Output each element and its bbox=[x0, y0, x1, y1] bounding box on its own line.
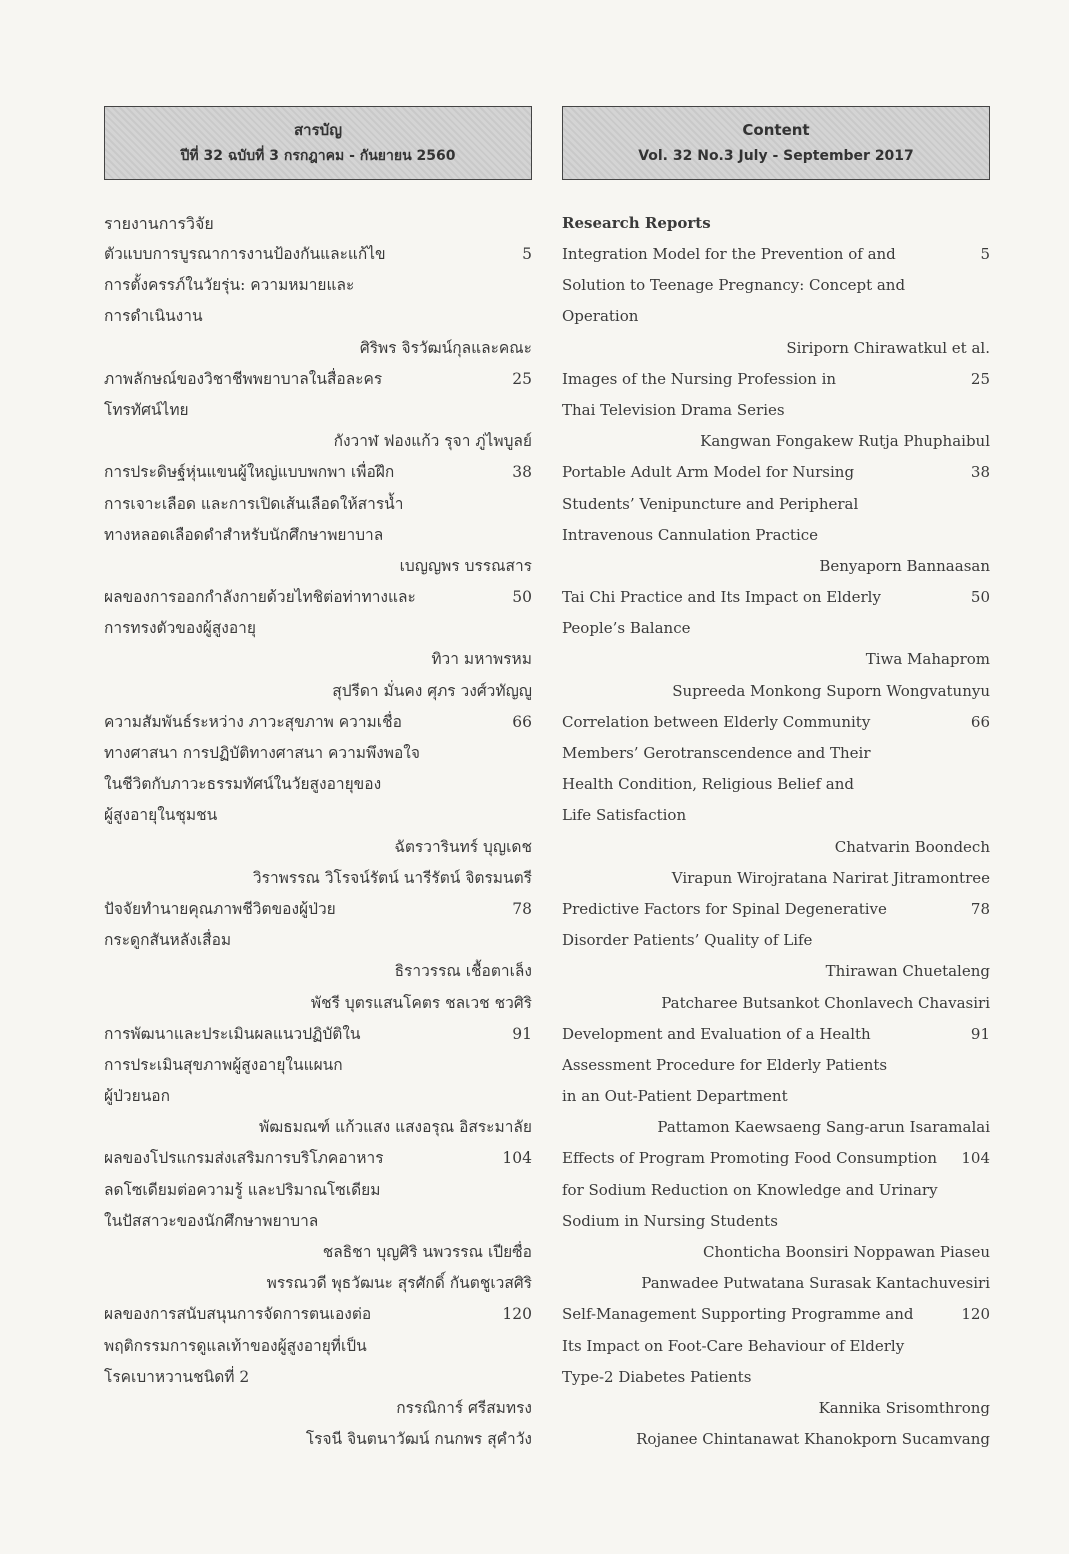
toc-entry[interactable] bbox=[104, 1299, 532, 1455]
entry-title-line bbox=[562, 1143, 990, 1174]
entry-title-text: การทรงตัวของผู้สูงอายุ bbox=[104, 619, 256, 638]
page-number: 25 bbox=[970, 369, 990, 388]
entry-authors: Siriporn Chirawatkul et al. bbox=[786, 338, 990, 357]
entry-title-line bbox=[104, 707, 532, 738]
entry-title-text: ผลของการสนับสนุนการจัดการตนเองต่อ bbox=[104, 1305, 372, 1324]
entry-title-text: People’s Balance bbox=[562, 619, 691, 638]
page-number: 66 bbox=[512, 712, 532, 731]
entry-title-text: ทางศาสนา การปฏิบัติทางศาสนา ความพึงพอใจ bbox=[104, 744, 420, 762]
thai-header-title: สารบัญ bbox=[294, 121, 342, 139]
entry-title-text: ผู้สูงอายุในชุมชน bbox=[104, 806, 218, 825]
entry-title-text: Integration Model for the Prevention of and bbox=[562, 245, 896, 263]
thai-section-title: รายงานการวิจัย bbox=[104, 214, 214, 233]
entry-title-text: ผู้ป่วยนอก bbox=[104, 1087, 170, 1106]
entry-title-text: Students’ Venipuncture and Peripheral bbox=[562, 494, 859, 513]
thai-header-issue: ปีที่ 32 ฉบับที่ 3 กรกฎาคม - กันยายน 2560 bbox=[180, 148, 456, 164]
entry-title-text: ในชีวิตกับภาวะธรรมทัศน์ในวัยสูงอายุของ bbox=[104, 775, 382, 794]
english-contents-column bbox=[562, 106, 990, 1455]
page-number: 91 bbox=[512, 1024, 532, 1043]
toc-entry[interactable] bbox=[104, 1143, 532, 1299]
entry-title-line bbox=[104, 894, 532, 925]
page-number: 50 bbox=[512, 588, 532, 607]
entry-title-text: การประเมินสุขภาพผู้สูงอายุในแผนก bbox=[104, 1055, 343, 1074]
entry-title-line bbox=[104, 1331, 532, 1362]
toc-entry[interactable] bbox=[562, 582, 990, 707]
entry-authors: กรรณิการ์ ศรีสมทรง bbox=[396, 1398, 532, 1417]
entry-title-text: โรคเบาหวานชนิดที่ 2 bbox=[104, 1367, 250, 1386]
entry-title-line bbox=[562, 707, 990, 738]
entry-title-text: Its Impact on Foot-Care Behaviour of Elderly bbox=[562, 1336, 905, 1355]
entry-title-line bbox=[104, 395, 532, 426]
page-number: 78 bbox=[512, 899, 532, 918]
toc-entry[interactable] bbox=[104, 239, 532, 364]
entry-title-line bbox=[562, 395, 990, 426]
entry-title-text: Correlation between Elderly Community bbox=[562, 712, 871, 731]
thai-header-box bbox=[104, 106, 532, 180]
page-number: 38 bbox=[970, 463, 990, 482]
entry-title-text: Tai Chi Practice and Its Impact on Elderly bbox=[562, 588, 881, 607]
entry-authors: Patcharee Butsankot Chonlavech Chavasiri bbox=[661, 993, 990, 1012]
toc-entry[interactable] bbox=[104, 582, 532, 707]
entry-title-line bbox=[104, 301, 532, 332]
entry-title-line bbox=[104, 489, 532, 520]
entry-title-line bbox=[562, 1362, 990, 1393]
entry-title-text: Solution to Teenage Pregnancy: Concept and bbox=[562, 276, 906, 295]
english-header-title: Content bbox=[742, 121, 810, 139]
english-header-box bbox=[562, 106, 990, 180]
entry-authors: พัชรี บุตรแสนโคตร ชลเวช ชวศิริ bbox=[310, 993, 532, 1012]
entry-title-text: Type-2 Diabetes Patients bbox=[562, 1367, 752, 1386]
entry-authors: ธิราวรรณ เชื้อตาเล็ง bbox=[394, 962, 532, 981]
toc-entry[interactable] bbox=[562, 364, 990, 458]
page-number: 5 bbox=[980, 245, 990, 263]
entry-title-text: การดำเนินงาน bbox=[104, 307, 203, 326]
toc-entry[interactable] bbox=[562, 1299, 990, 1455]
toc-entry[interactable] bbox=[562, 239, 990, 364]
english-header-issue: Vol. 32 No.3 July - September 2017 bbox=[638, 148, 914, 164]
entry-title-line bbox=[104, 270, 532, 301]
entry-title-text: ตัวแบบการบูรณาการงานป้องกันและแก้ไข bbox=[104, 245, 386, 263]
entry-authors: สุปรีดา มั่นคง ศุภร วงศ์วทัญญู bbox=[332, 681, 532, 700]
entry-title-line bbox=[562, 1175, 990, 1206]
toc-entry[interactable] bbox=[104, 457, 532, 582]
entry-title-text: for Sodium Reduction on Knowledge and Urinary bbox=[562, 1180, 938, 1199]
entry-authors: Kannika Srisomthrong bbox=[818, 1398, 990, 1417]
entry-title-line bbox=[104, 1362, 532, 1393]
page-number: 5 bbox=[522, 245, 532, 263]
english-section-title: Research Reports bbox=[562, 214, 711, 232]
entry-title-text: การประดิษฐ์หุ่นแขนผู้ใหญ่แบบพกพา เพื่อฝึก bbox=[104, 463, 395, 482]
entry-title-text: ในปัสสาวะของนักศึกษาพยาบาล bbox=[104, 1211, 319, 1230]
entry-authors: ฉัตรวารินทร์ บุญเดช bbox=[394, 837, 532, 856]
page-number: 104 bbox=[502, 1149, 532, 1168]
toc-entry[interactable] bbox=[104, 1019, 532, 1144]
entry-title-line bbox=[104, 1299, 532, 1330]
entry-title-line bbox=[562, 520, 990, 551]
entry-title-line bbox=[562, 1081, 990, 1112]
entry-title-line bbox=[562, 364, 990, 395]
entry-title-line bbox=[104, 364, 532, 395]
entry-authors: พรรณวดี พุธวัฒนะ สุรศักดิ์ กันตชูเวสศิริ bbox=[266, 1274, 532, 1293]
entry-title-text: Intravenous Cannulation Practice bbox=[562, 525, 819, 544]
entry-authors: ศิริพร จิรวัฒน์กุลและคณะ bbox=[359, 338, 532, 357]
entry-title-line bbox=[562, 489, 990, 520]
entry-title-line bbox=[104, 925, 532, 956]
page-number: 66 bbox=[970, 712, 990, 731]
thai-entries bbox=[104, 239, 532, 1455]
entry-title-line bbox=[104, 800, 532, 831]
page-number: 120 bbox=[961, 1305, 990, 1324]
entry-title-text: Members’ Gerotranscendence and Their bbox=[562, 744, 871, 762]
entry-title-line bbox=[562, 1050, 990, 1081]
page-number: 50 bbox=[970, 588, 990, 607]
page-number: 38 bbox=[512, 463, 532, 482]
entry-title-text: Thai Television Drama Series bbox=[562, 400, 785, 419]
entry-title-text: Sodium in Nursing Students bbox=[562, 1211, 778, 1230]
entry-title-line bbox=[104, 457, 532, 488]
entry-title-text: ผลของการออกกำลังกายด้วยไทชิต่อท่าทางและ bbox=[104, 588, 416, 607]
entry-title-line bbox=[562, 457, 990, 488]
entry-title-text: ความสัมพันธ์ระหว่าง ภาวะสุขภาพ ความเชื่อ bbox=[104, 712, 402, 731]
entry-title-line bbox=[562, 1331, 990, 1362]
entry-title-line bbox=[104, 1050, 532, 1081]
entry-title-line bbox=[562, 1299, 990, 1330]
entry-title-text: Life Satisfaction bbox=[562, 806, 687, 825]
entry-authors: Panwadee Putwatana Surasak Kantachuvesiri bbox=[641, 1274, 990, 1293]
entry-authors: พัฒธมณฑ์ แก้วแสง แสงอรุณ อิสระมาลัย bbox=[259, 1118, 532, 1137]
entry-title-text: ปัจจัยทำนายคุณภาพชีวิตของผู้ป่วย bbox=[104, 899, 336, 918]
entry-title-line bbox=[104, 520, 532, 551]
entry-title-text: การตั้งครรภ์ในวัยรุ่น: ความหมายและ bbox=[104, 276, 355, 295]
entry-title-text: ทางหลอดเลือดดำสำหรับนักศึกษาพยาบาล bbox=[104, 525, 384, 544]
page-number: 78 bbox=[970, 899, 990, 918]
entry-authors: Benyaporn Bannaasan bbox=[819, 556, 990, 575]
toc-entry[interactable] bbox=[562, 1143, 990, 1299]
entry-title-text: ลดโซเดียมต่อความรู้ และปริมาณโซเดียม bbox=[104, 1180, 381, 1199]
entry-title-line bbox=[562, 925, 990, 956]
entry-title-line bbox=[104, 1175, 532, 1206]
toc-entry[interactable] bbox=[562, 457, 990, 582]
entry-authors: Chonticha Boonsiri Noppawan Piaseu bbox=[703, 1243, 990, 1261]
entry-authors: Supreeda Monkong Suporn Wongvatunyu bbox=[672, 681, 990, 700]
entry-title-text: โทรทัศน์ไทย bbox=[104, 400, 189, 419]
entry-title-line bbox=[562, 239, 990, 270]
entry-authors: Pattamon Kaewsaeng Sang-arun Isaramalai bbox=[657, 1118, 990, 1137]
entry-title-text: พฤติกรรมการดูแลเท้าของผู้สูงอายุที่เป็น bbox=[104, 1336, 367, 1355]
entry-title-line bbox=[562, 894, 990, 925]
entry-authors: โรจนี จินตนาวัฒน์ กนกพร สุคำวัง bbox=[305, 1430, 532, 1449]
entry-title-line bbox=[104, 1143, 532, 1174]
entry-title-line bbox=[562, 738, 990, 769]
entry-authors: กังวาฬ ฟองแก้ว รุจา ภู่ไพบูลย์ bbox=[333, 432, 532, 451]
entry-title-text: Assessment Procedure for Elderly Patients bbox=[562, 1055, 888, 1074]
toc-entry[interactable] bbox=[104, 894, 532, 1019]
entry-title-text: ผลของโปรแกรมส่งเสริมการบริโภคอาหาร bbox=[104, 1149, 384, 1168]
entry-title-line bbox=[562, 301, 990, 332]
entry-title-text: Health Condition, Religious Belief and bbox=[562, 775, 854, 794]
entry-title-text: Development and Evaluation of a Health bbox=[562, 1024, 871, 1043]
entry-authors: Tiwa Mahaprom bbox=[865, 650, 990, 669]
entry-title-text: ภาพลักษณ์ของวิชาชีพพยาบาลในสื่อละคร bbox=[104, 369, 383, 388]
entry-title-line bbox=[562, 800, 990, 831]
entry-title-line bbox=[562, 1019, 990, 1050]
english-entries bbox=[562, 239, 990, 1455]
entry-title-line bbox=[104, 1206, 532, 1237]
entry-authors: วิราพรรณ วิโรจน์รัตน์ นารีรัตน์ จิตรมนตรี bbox=[252, 868, 532, 887]
entry-authors: Virapun Wirojratana Narirat Jitramontree bbox=[671, 868, 990, 887]
entry-authors: Kangwan Fongakew Rutja Phuphaibul bbox=[700, 432, 990, 451]
entry-title-line bbox=[104, 738, 532, 769]
entry-title-line bbox=[562, 582, 990, 613]
page-number: 91 bbox=[970, 1024, 990, 1043]
entry-title-line bbox=[562, 769, 990, 800]
entry-authors: ทิวา มหาพรหม bbox=[431, 650, 532, 669]
entry-title-text: การพัฒนาและประเมินผลแนวปฏิบัติใน bbox=[104, 1024, 361, 1043]
entry-authors: Chatvarin Boondech bbox=[834, 837, 990, 856]
entry-title-line bbox=[104, 1081, 532, 1112]
entry-title-text: Disorder Patients’ Quality of Life bbox=[562, 931, 813, 950]
entry-title-line bbox=[562, 613, 990, 644]
entry-title-line bbox=[562, 270, 990, 301]
thai-contents-column bbox=[104, 106, 532, 1455]
toc-entry[interactable] bbox=[562, 707, 990, 894]
entry-authors: Rojanee Chintanawat Khanokporn Sucamvang bbox=[636, 1430, 990, 1449]
entry-title-text: Images of the Nursing Profession in bbox=[562, 369, 837, 388]
entry-title-line bbox=[104, 613, 532, 644]
entry-title-text: Operation bbox=[562, 307, 639, 326]
entry-title-text: Effects of Program Promoting Food Consumption bbox=[562, 1149, 938, 1168]
entry-title-text: in an Out-Patient Department bbox=[562, 1087, 788, 1106]
entry-authors: ชลธิชา บุญศิริ นพวรรณ เปียซื่อ bbox=[322, 1243, 532, 1261]
entry-authors: เบญญพร บรรณสาร bbox=[399, 556, 532, 575]
entry-title-line bbox=[104, 769, 532, 800]
toc-entry[interactable] bbox=[562, 894, 990, 1019]
toc-entry[interactable] bbox=[104, 364, 532, 458]
entry-title-line bbox=[104, 1019, 532, 1050]
entry-title-line bbox=[562, 1206, 990, 1237]
page-number: 25 bbox=[512, 369, 532, 388]
toc-entry[interactable] bbox=[104, 707, 532, 894]
entry-title-line bbox=[104, 239, 532, 270]
entry-title-text: Predictive Factors for Spinal Degenerative bbox=[562, 899, 887, 918]
entry-title-text: Self-Management Supporting Programme and bbox=[562, 1305, 914, 1324]
entry-title-text: การเจาะเลือด และการเปิดเส้นเลือดให้สารน้ำ bbox=[104, 494, 404, 513]
toc-entry[interactable] bbox=[562, 1019, 990, 1144]
page-number: 120 bbox=[502, 1305, 532, 1324]
entry-title-text: Portable Adult Arm Model for Nursing bbox=[562, 463, 855, 482]
entry-title-text: กระดูกสันหลังเสื่อม bbox=[104, 931, 232, 950]
page-number: 104 bbox=[961, 1149, 990, 1168]
entry-title-line bbox=[104, 582, 532, 613]
entry-authors: Thirawan Chuetaleng bbox=[825, 962, 990, 981]
